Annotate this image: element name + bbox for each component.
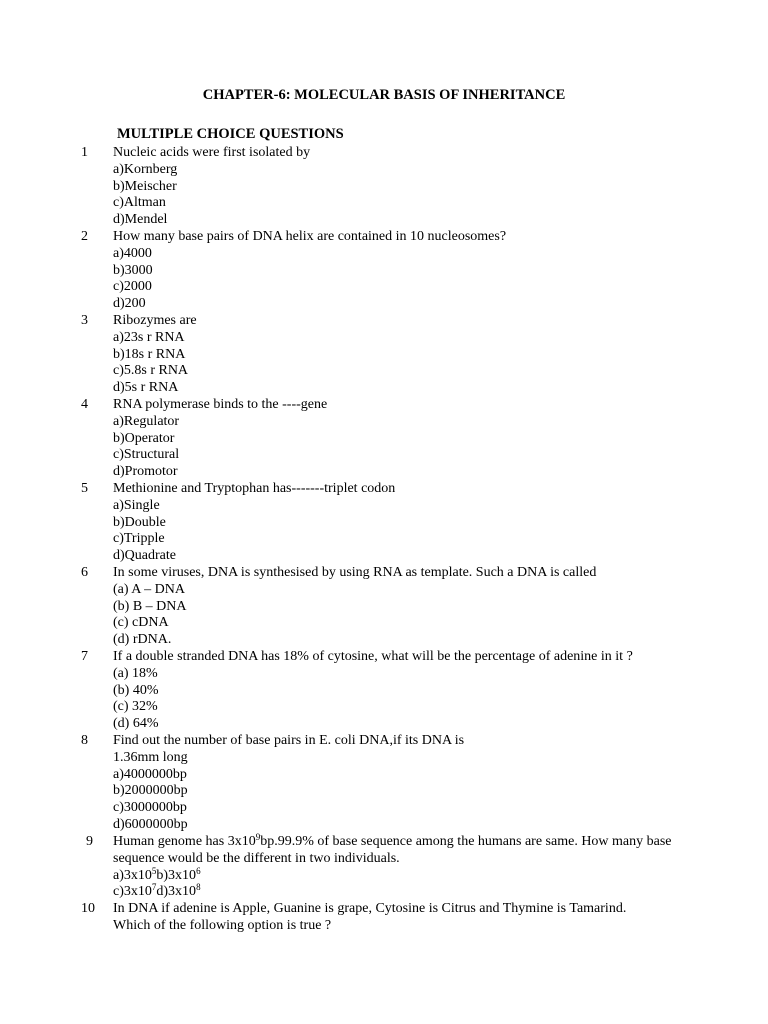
option-a: a)Kornberg bbox=[113, 161, 178, 177]
option-c: c)Tripple bbox=[113, 531, 165, 547]
question-number: 10 bbox=[81, 901, 95, 916]
question-number: 2 bbox=[81, 229, 88, 244]
option-b: b)2000000bp bbox=[113, 783, 188, 799]
option-a: a)4000 bbox=[113, 245, 152, 261]
question-5 bbox=[0, 481, 768, 565]
exponent: 7 bbox=[151, 882, 157, 893]
question-text: In DNA if adenine is Apple, Guanine is grape, Cytosine is Citrus and Thymine is Tamarind. bbox=[113, 901, 627, 916]
options-ab bbox=[113, 865, 768, 885]
option-a: a)4000000bp bbox=[113, 766, 187, 782]
question-9 bbox=[0, 834, 768, 901]
option-c: c)2000 bbox=[113, 279, 152, 295]
option-a: a)Single bbox=[113, 497, 160, 513]
question-text-continued: 1.36mm long bbox=[113, 749, 188, 765]
question-number: 7 bbox=[81, 649, 88, 664]
exponent: 5 bbox=[151, 865, 157, 876]
option-c: c)Structural bbox=[113, 447, 180, 463]
question-text: Ribozymes are bbox=[113, 313, 197, 328]
exponent: 6 bbox=[196, 865, 201, 876]
option-d: d)Mendel bbox=[113, 212, 168, 228]
option-c: c)3x10 bbox=[113, 884, 152, 900]
options-cd bbox=[113, 884, 768, 901]
option-b: (b) B – DNA bbox=[113, 598, 187, 614]
option-a: (a) 18% bbox=[113, 665, 158, 681]
option-c: c)3000000bp bbox=[113, 800, 187, 816]
question-text-part: Human genome has 3x10 bbox=[113, 834, 256, 849]
option-d: d)200 bbox=[113, 296, 146, 312]
question-2 bbox=[0, 229, 768, 313]
option-d: d)5s r RNA bbox=[113, 380, 179, 396]
question-number: 9 bbox=[86, 834, 93, 849]
question-text-part: bp.99.9% of base sequence among the humans are same. How many base bbox=[260, 834, 672, 849]
question-1 bbox=[0, 145, 768, 229]
option-a: a)23s r RNA bbox=[113, 329, 185, 345]
question-number: 6 bbox=[81, 565, 88, 580]
question-6 bbox=[0, 565, 768, 649]
option-b: b)Meischer bbox=[113, 178, 177, 194]
question-number: 4 bbox=[81, 397, 88, 412]
option-d: (d) 64% bbox=[113, 716, 159, 732]
option-a: a)Regulator bbox=[113, 413, 180, 429]
option-b: b)3000 bbox=[113, 262, 153, 278]
question-10 bbox=[0, 901, 768, 935]
question-text: Methionine and Tryptophan has-------triplet codon bbox=[113, 481, 396, 496]
question-text: In some viruses, DNA is synthesised by using RNA as template. Such a DNA is called bbox=[113, 565, 597, 580]
option-d: d)Promotor bbox=[113, 464, 178, 480]
option-c: (c) 32% bbox=[113, 699, 158, 715]
option-b: b)Double bbox=[113, 514, 166, 530]
question-number: 3 bbox=[81, 313, 88, 328]
exponent: 8 bbox=[196, 882, 201, 893]
question-text: How many base pairs of DNA helix are contained in 10 nucleosomes? bbox=[113, 229, 507, 244]
option-b: (b) 40% bbox=[113, 682, 159, 698]
question-text-continued: sequence would be the different in two individuals. bbox=[113, 850, 400, 866]
option-a: a)3x10 bbox=[113, 867, 152, 883]
option-d: (d) rDNA. bbox=[113, 632, 172, 648]
option-d: d)Quadrate bbox=[113, 548, 176, 564]
option-c: c)5.8s r RNA bbox=[113, 363, 189, 379]
option-d: d)3x10 bbox=[156, 884, 197, 900]
chapter-title: CHAPTER-6: MOLECULAR BASIS OF INHERITANCE bbox=[202, 87, 566, 103]
question-3 bbox=[0, 313, 768, 397]
question-4 bbox=[0, 397, 768, 481]
option-b: b)3x10 bbox=[156, 867, 197, 883]
question-text bbox=[113, 834, 768, 851]
option-c: c)Altman bbox=[113, 195, 166, 211]
option-c: (c) cDNA bbox=[113, 615, 169, 631]
option-a: (a) A – DNA bbox=[113, 581, 185, 597]
option-b: b)Operator bbox=[113, 430, 175, 446]
question-text: Find out the number of base pairs in E. coli DNA,if its DNA is bbox=[113, 733, 465, 748]
question-text: RNA polymerase binds to the ----gene bbox=[113, 397, 328, 412]
question-number: 5 bbox=[81, 481, 88, 496]
question-text: If a double stranded DNA has 18% of cytosine, what will be the percentage of adenine in it ? bbox=[113, 649, 633, 664]
question-text: Nucleic acids were first isolated by bbox=[113, 145, 311, 160]
question-number: 1 bbox=[81, 145, 88, 160]
question-8 bbox=[0, 733, 768, 834]
exponent: 9 bbox=[255, 832, 261, 842]
question-text-continued: Which of the following option is true ? bbox=[113, 917, 332, 933]
option-d: d)6000000bp bbox=[113, 816, 188, 832]
question-number: 8 bbox=[81, 733, 88, 748]
section-heading: MULTIPLE CHOICE QUESTIONS bbox=[117, 126, 344, 142]
option-b: b)18s r RNA bbox=[113, 346, 186, 362]
question-7 bbox=[0, 649, 768, 733]
